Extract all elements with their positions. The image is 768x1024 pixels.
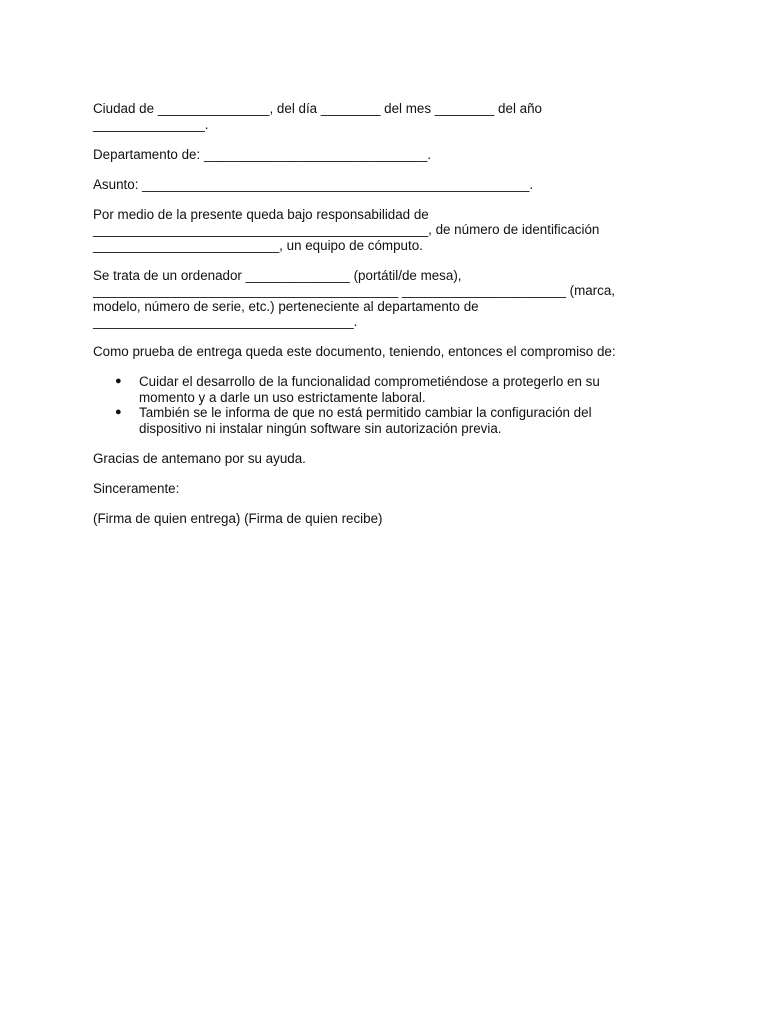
text-line: Cuidar el desarrollo de la funcionalidad comprometiéndose a protegerlo en su <box>139 374 600 389</box>
text-line: Sinceramente: <box>93 480 180 496</box>
text-line: _____________________________________________, de número de identificación <box>93 222 600 237</box>
text-line: _________________________, un equipo de cómputo. <box>93 237 423 253</box>
text-line: Por medio de la presente queda bajo responsabilidad de <box>93 206 429 222</box>
text-line: ___________________________________. <box>93 314 358 329</box>
text-line: dispositivo ni instalar ningún software sin autorización previa. <box>139 420 502 436</box>
text-line: También se le informa de que no está permitido cambiar la configuración del <box>139 405 592 420</box>
text-line: Como prueba de entrega queda este documento, teniendo, entonces el compromiso de: <box>93 344 616 359</box>
text-line: _________________________________________ ______________________ (marca, <box>93 283 615 298</box>
text-line: _______________. <box>93 116 209 132</box>
paragraph-responsabilidad <box>93 207 678 254</box>
text-line: momento y a darle un uso estrictamente laboral. <box>139 389 426 405</box>
list-item <box>93 374 678 405</box>
paragraph-prueba <box>93 344 678 360</box>
list-item <box>93 405 678 436</box>
paragraph-firmas <box>93 511 678 527</box>
text-line: Departamento de: ______________________________. <box>93 146 432 162</box>
commitment-list <box>93 374 678 436</box>
document-page <box>93 101 678 541</box>
bullet-icon: ● <box>115 406 122 418</box>
text-line: Gracias de antemano por su ayuda. <box>93 450 306 466</box>
paragraph-gracias <box>93 451 678 467</box>
text-line: (Firma de quien entrega) (Firma de quien recibe) <box>93 510 383 526</box>
text-line: Asunto: ____________________________________________________. <box>93 176 534 192</box>
paragraph-ciudad <box>93 101 678 132</box>
paragraph-sinceramente <box>93 481 678 497</box>
paragraph-ordenador <box>93 268 678 330</box>
text-line: Se trata de un ordenador ______________ (portátil/de mesa), <box>93 267 462 283</box>
bullet-icon: ● <box>115 375 122 387</box>
paragraph-asunto <box>93 177 678 193</box>
text-line: Ciudad de _______________, del día ________ del mes ________ del año <box>93 101 542 116</box>
text-line: modelo, número de serie, etc.) perteneciente al departamento de <box>93 298 479 314</box>
paragraph-departamento <box>93 147 678 163</box>
